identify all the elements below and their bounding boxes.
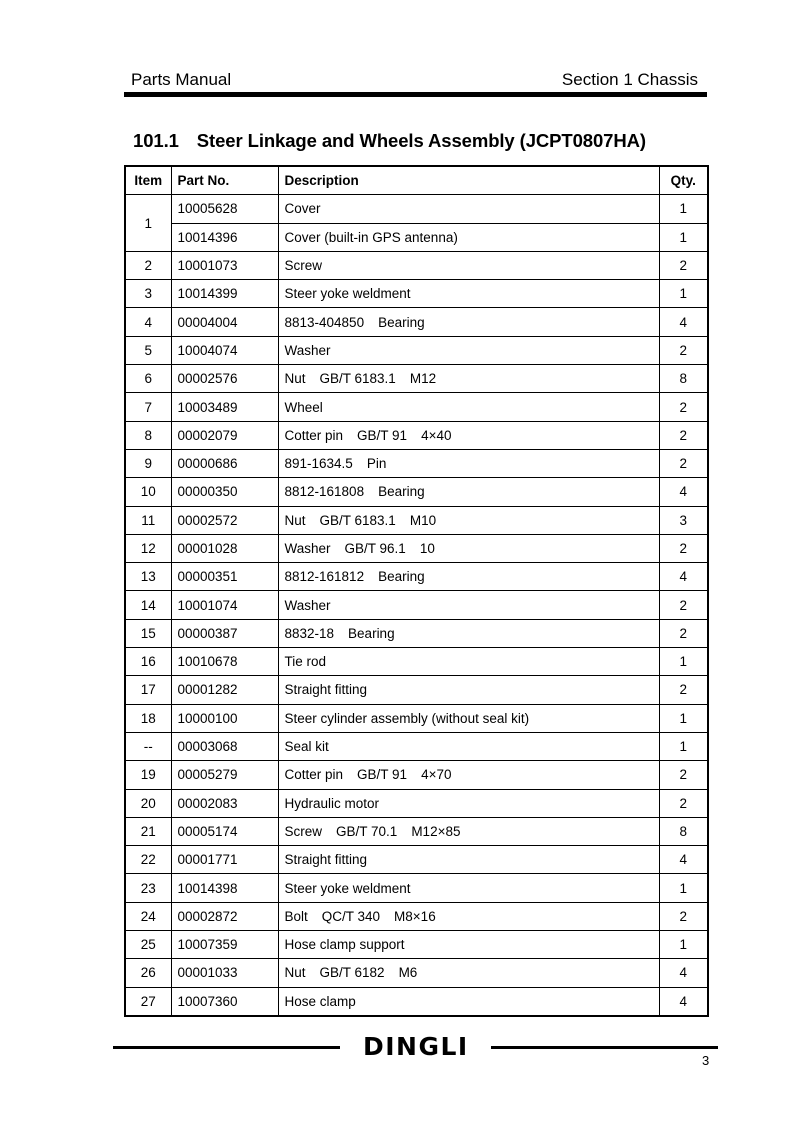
cell-item: -- xyxy=(125,732,171,760)
cell-description xyxy=(278,732,659,760)
table-row xyxy=(125,761,708,789)
description-spec: QC/T 340 xyxy=(321,908,381,924)
cell-description xyxy=(278,817,659,845)
cell-qty: 2 xyxy=(659,393,708,421)
cell-item: 25 xyxy=(125,931,171,959)
cell-description xyxy=(278,478,659,506)
table-row xyxy=(125,478,708,506)
cell-qty: 2 xyxy=(659,761,708,789)
cell-description xyxy=(278,846,659,874)
cell-part-no: 00002872 xyxy=(171,902,278,930)
description-name: Straight fitting xyxy=(284,682,368,698)
description-name: 891-1634.5 xyxy=(284,456,353,472)
cell-qty: 1 xyxy=(659,223,708,251)
description-spec: Bearing xyxy=(348,625,395,641)
cell-part-no: 00000350 xyxy=(171,478,278,506)
cell-part-no: 00000686 xyxy=(171,449,278,477)
parts-table xyxy=(124,165,709,1017)
description-size: 4×70 xyxy=(421,767,452,783)
cell-description xyxy=(278,704,659,732)
cell-qty: 1 xyxy=(659,874,708,902)
cell-description xyxy=(278,421,659,449)
cell-description xyxy=(278,648,659,676)
cell-qty: 4 xyxy=(659,846,708,874)
description-name: Straight fitting xyxy=(284,852,368,868)
cell-item: 8 xyxy=(125,421,171,449)
table-row xyxy=(125,223,708,251)
cell-item: 1 xyxy=(125,195,171,252)
header-rule xyxy=(124,92,707,97)
cell-qty: 1 xyxy=(659,732,708,760)
cell-item: 7 xyxy=(125,393,171,421)
cell-part-no: 00002083 xyxy=(171,789,278,817)
cell-part-no: 00000351 xyxy=(171,563,278,591)
cell-part-no: 10007359 xyxy=(171,931,278,959)
cell-description xyxy=(278,931,659,959)
cell-part-no: 10001073 xyxy=(171,251,278,279)
cell-qty: 2 xyxy=(659,534,708,562)
cell-part-no: 10014398 xyxy=(171,874,278,902)
cell-item: 27 xyxy=(125,987,171,1016)
table-row xyxy=(125,874,708,902)
description-name: Hose clamp support xyxy=(284,937,405,953)
table-row xyxy=(125,421,708,449)
table-row xyxy=(125,393,708,421)
cell-qty: 1 xyxy=(659,195,708,223)
cell-part-no: 00001771 xyxy=(171,846,278,874)
description-size: 4×40 xyxy=(421,427,452,443)
cell-part-no: 10010678 xyxy=(171,648,278,676)
cell-part-no: 10001074 xyxy=(171,591,278,619)
table-row xyxy=(125,676,708,704)
cell-qty: 8 xyxy=(659,817,708,845)
table-row xyxy=(125,449,708,477)
column-header-item: Item xyxy=(125,166,171,195)
cell-description xyxy=(278,449,659,477)
cell-part-no: 00001028 xyxy=(171,534,278,562)
page-title xyxy=(133,130,646,152)
table-row xyxy=(125,732,708,760)
cell-item: 21 xyxy=(125,817,171,845)
description-spec: GB/T 96.1 xyxy=(344,541,406,556)
table-row xyxy=(125,902,708,930)
cell-item: 4 xyxy=(125,308,171,336)
cell-item: 19 xyxy=(125,761,171,789)
cell-qty: 2 xyxy=(659,902,708,930)
description-spec: GB/T 6183.1 xyxy=(319,512,396,528)
description-name: Hydraulic motor xyxy=(284,795,380,811)
table-row xyxy=(125,534,708,562)
description-size: M8×16 xyxy=(394,908,436,924)
cell-part-no: 10004074 xyxy=(171,336,278,364)
cell-item: 14 xyxy=(125,591,171,619)
description-name: 8812-161812 xyxy=(284,569,365,585)
cell-part-no: 00002079 xyxy=(171,421,278,449)
cell-item: 10 xyxy=(125,478,171,506)
description-name: Cotter pin xyxy=(284,767,344,783)
cell-qty: 2 xyxy=(659,591,708,619)
cell-description xyxy=(278,619,659,647)
dingli-logo: DINGLI xyxy=(363,1032,469,1061)
description-name: Screw xyxy=(284,258,323,274)
cell-part-no: 00005174 xyxy=(171,817,278,845)
cell-description xyxy=(278,676,659,704)
description-spec: GB/T 6182 xyxy=(319,965,385,981)
cell-description xyxy=(278,874,659,902)
cell-part-no: 10007360 xyxy=(171,987,278,1016)
cell-qty: 2 xyxy=(659,619,708,647)
cell-description xyxy=(278,506,659,534)
cell-item: 16 xyxy=(125,648,171,676)
table-row xyxy=(125,563,708,591)
cell-item: 5 xyxy=(125,336,171,364)
description-spec: GB/T 70.1 xyxy=(336,823,398,839)
column-header-description: Description xyxy=(278,166,659,195)
description-name: Washer xyxy=(284,597,331,613)
cell-qty: 2 xyxy=(659,421,708,449)
cell-qty: 1 xyxy=(659,280,708,308)
page-number: 3 xyxy=(702,1053,710,1068)
table-row xyxy=(125,648,708,676)
footer-rule-left xyxy=(113,1046,340,1049)
cell-part-no: 10005628 xyxy=(171,195,278,223)
description-spec: GB/T 91 xyxy=(357,767,408,783)
description-size: M10 xyxy=(409,512,437,528)
cell-part-no: 10000100 xyxy=(171,704,278,732)
cell-item: 26 xyxy=(125,959,171,987)
cell-description xyxy=(278,308,659,336)
table-row xyxy=(125,931,708,959)
description-name: Washer xyxy=(284,342,331,358)
cell-qty: 2 xyxy=(659,449,708,477)
description-name: Hose clamp xyxy=(284,993,356,1009)
cell-item: 20 xyxy=(125,789,171,817)
description-size: 10 xyxy=(419,541,435,556)
description-spec: Bearing xyxy=(378,569,425,585)
parts-table-body xyxy=(125,195,708,1016)
cell-item: 3 xyxy=(125,280,171,308)
description-spec: GB/T 6183.1 xyxy=(319,371,396,387)
description-size: M12 xyxy=(409,371,437,387)
cell-qty: 4 xyxy=(659,959,708,987)
cell-description xyxy=(278,563,659,591)
cell-description xyxy=(278,336,659,364)
cell-description xyxy=(278,195,659,223)
description-size: M6 xyxy=(398,965,418,981)
table-row xyxy=(125,987,708,1016)
table-row xyxy=(125,506,708,534)
cell-item: 2 xyxy=(125,251,171,279)
description-name: Washer xyxy=(284,541,331,556)
cell-item: 22 xyxy=(125,846,171,874)
cell-description xyxy=(278,591,659,619)
section-number: 101.1 xyxy=(133,130,179,151)
cell-item: 17 xyxy=(125,676,171,704)
table-row xyxy=(125,365,708,393)
cell-item: 24 xyxy=(125,902,171,930)
cell-description xyxy=(278,393,659,421)
cell-item: 11 xyxy=(125,506,171,534)
table-row xyxy=(125,591,708,619)
cell-description xyxy=(278,902,659,930)
cell-item: 13 xyxy=(125,563,171,591)
table-row xyxy=(125,336,708,364)
table-row xyxy=(125,817,708,845)
description-name: 8813-404850 xyxy=(284,314,365,330)
cell-description xyxy=(278,959,659,987)
description-name: Bolt xyxy=(284,908,308,924)
description-spec: Pin xyxy=(366,456,387,472)
description-name: Nut xyxy=(284,512,306,528)
description-name: 8832-18 xyxy=(284,625,335,641)
cell-qty: 4 xyxy=(659,563,708,591)
cell-qty: 8 xyxy=(659,365,708,393)
cell-qty: 3 xyxy=(659,506,708,534)
cell-qty: 1 xyxy=(659,931,708,959)
description-name: 8812-161808 xyxy=(284,484,365,500)
description-spec: GB/T 91 xyxy=(357,427,408,443)
column-header-qty: Qty. xyxy=(659,166,708,195)
cell-item: 18 xyxy=(125,704,171,732)
cell-part-no: 00001282 xyxy=(171,676,278,704)
cell-part-no: 00005279 xyxy=(171,761,278,789)
cell-part-no: 00001033 xyxy=(171,959,278,987)
cell-part-no: 00003068 xyxy=(171,732,278,760)
description-name: Nut xyxy=(284,371,306,387)
description-spec: Bearing xyxy=(378,484,425,500)
section-title: Steer Linkage and Wheels Assembly (JCPT0807HA) xyxy=(196,130,646,151)
cell-part-no: 10014396 xyxy=(171,223,278,251)
description-name: Cover xyxy=(284,201,321,217)
description-name: Cover (built-in GPS antenna) xyxy=(284,229,458,245)
cell-qty: 4 xyxy=(659,478,708,506)
column-header-part-no: Part No. xyxy=(171,166,278,195)
cell-part-no: 00002576 xyxy=(171,365,278,393)
description-size: M12×85 xyxy=(411,823,461,839)
table-row xyxy=(125,789,708,817)
description-name: Steer yoke weldment xyxy=(284,286,411,302)
table-row xyxy=(125,251,708,279)
description-spec: Bearing xyxy=(378,314,425,330)
description-name: Steer yoke weldment xyxy=(284,880,411,896)
cell-qty: 2 xyxy=(659,251,708,279)
cell-description xyxy=(278,761,659,789)
cell-part-no: 10003489 xyxy=(171,393,278,421)
cell-description xyxy=(278,223,659,251)
cell-part-no: 00000387 xyxy=(171,619,278,647)
header-section-title: Section 1 Chassis xyxy=(561,70,698,89)
footer-rule-right xyxy=(491,1046,718,1049)
cell-qty: 4 xyxy=(659,987,708,1016)
cell-description xyxy=(278,987,659,1016)
cell-qty: 2 xyxy=(659,676,708,704)
description-name: Cotter pin xyxy=(284,427,344,443)
cell-description xyxy=(278,251,659,279)
cell-item: 9 xyxy=(125,449,171,477)
cell-part-no: 00002572 xyxy=(171,506,278,534)
cell-description xyxy=(278,534,659,562)
description-name: Seal kit xyxy=(284,739,329,755)
description-name: Steer cylinder assembly (without seal kit) xyxy=(284,710,530,726)
cell-qty: 1 xyxy=(659,648,708,676)
description-name: Tie rod xyxy=(284,654,327,670)
table-row xyxy=(125,959,708,987)
table-header-row xyxy=(125,166,708,195)
table-row xyxy=(125,619,708,647)
cell-description xyxy=(278,365,659,393)
cell-qty: 1 xyxy=(659,704,708,732)
table-row xyxy=(125,308,708,336)
cell-qty: 2 xyxy=(659,789,708,817)
cell-part-no: 10014399 xyxy=(171,280,278,308)
header-manual-title: Parts Manual xyxy=(131,70,232,89)
table-row xyxy=(125,846,708,874)
description-name: Nut xyxy=(284,965,306,981)
cell-item: 12 xyxy=(125,534,171,562)
cell-item: 15 xyxy=(125,619,171,647)
table-row xyxy=(125,280,708,308)
table-row xyxy=(125,704,708,732)
table-row xyxy=(125,195,708,223)
description-name: Screw xyxy=(284,823,323,839)
cell-item: 23 xyxy=(125,874,171,902)
cell-qty: 4 xyxy=(659,308,708,336)
description-name: Wheel xyxy=(284,399,323,415)
cell-item: 6 xyxy=(125,365,171,393)
cell-description xyxy=(278,280,659,308)
cell-qty: 2 xyxy=(659,336,708,364)
cell-description xyxy=(278,789,659,817)
cell-part-no: 00004004 xyxy=(171,308,278,336)
